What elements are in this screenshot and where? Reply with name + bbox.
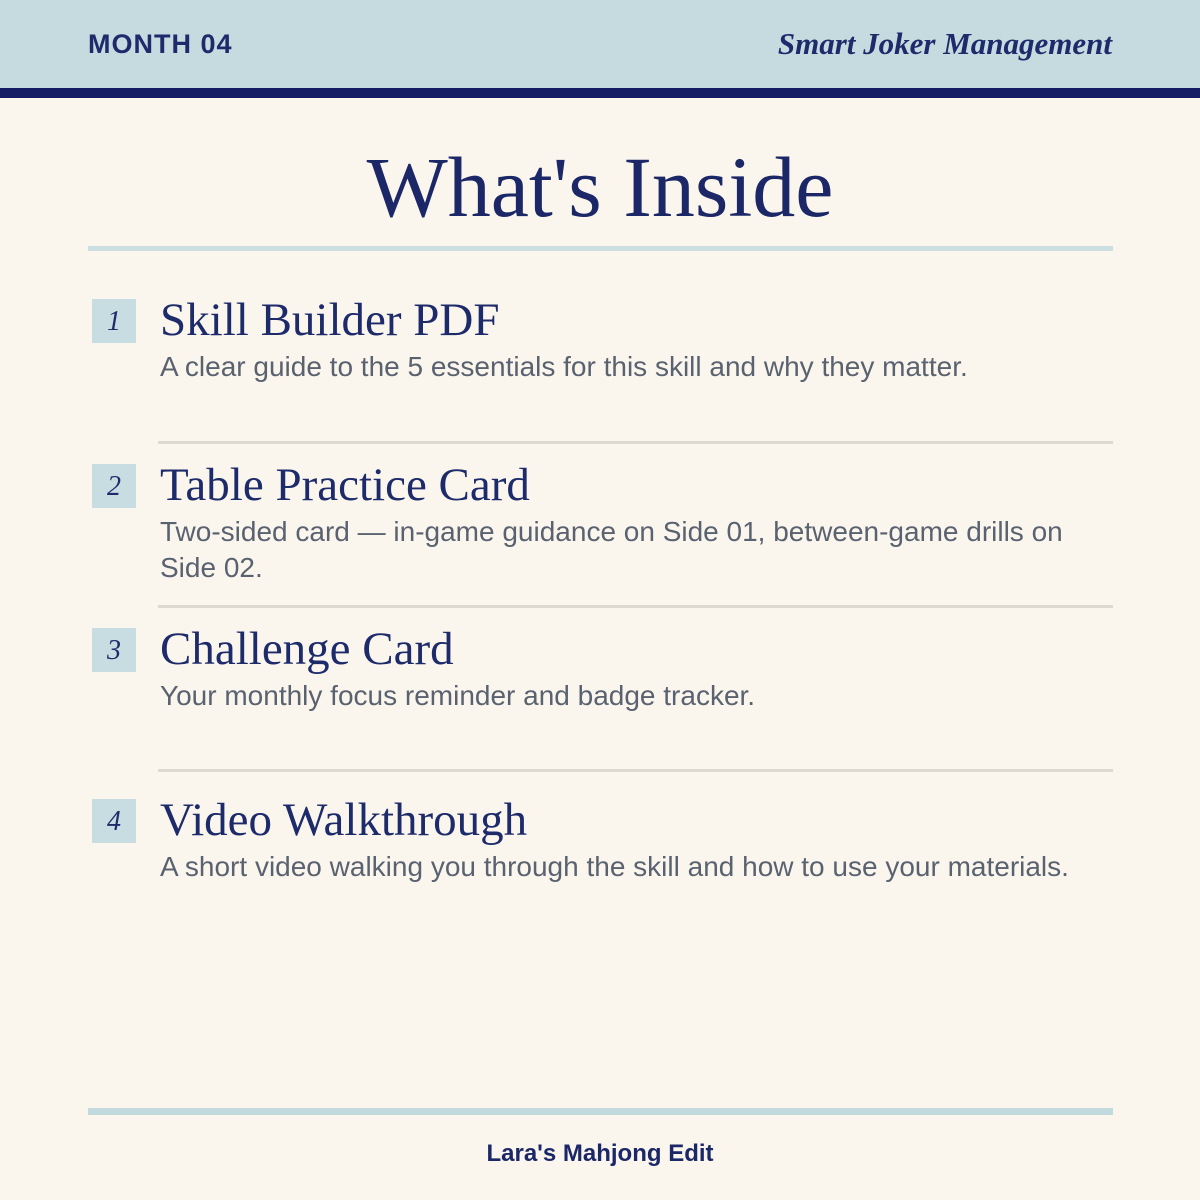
contents-list [92,299,1113,885]
item-body [160,299,1113,441]
item-number: 2 [107,471,121,502]
footer-brand: Lara's Mahjong Edit [486,1140,714,1167]
item-number-badge [92,628,136,672]
item-number: 3 [107,635,121,666]
item-number-badge [92,464,136,508]
item-heading: Challenge Card [160,623,454,675]
program-title: Smart Joker Management [777,26,1112,61]
item-number: 4 [107,806,121,837]
month-label: MONTH 04 [88,28,233,59]
header-accent-bar [0,88,1200,98]
header-bar [0,0,1200,88]
page-title: What's Inside [366,139,834,235]
title-divider [88,246,1113,251]
item-description: Two-sided card — in-game guidance on Side 01, between-game drills on Side 02. [160,516,1063,584]
item-number: 1 [107,306,121,337]
item-heading: Video Walkthrough [160,794,528,846]
item-heading: Table Practice Card [160,459,530,511]
item-heading: Skill Builder PDF [160,299,500,346]
item-body [160,459,1113,605]
footer-divider [88,1108,1113,1115]
list-item [92,608,1113,769]
list-item [92,299,1113,441]
item-description: Your monthly focus reminder and badge tracker. [160,680,756,711]
item-body [160,794,1113,885]
item-number-badge [92,799,136,843]
list-item [92,444,1113,605]
item-number-badge [92,299,136,343]
list-item [92,772,1113,885]
item-body [160,623,1113,769]
item-description: A short video walking you through the skill and how to use your materials. [160,851,1069,882]
item-description: A clear guide to the 5 essentials for this skill and why they matter. [160,351,968,382]
